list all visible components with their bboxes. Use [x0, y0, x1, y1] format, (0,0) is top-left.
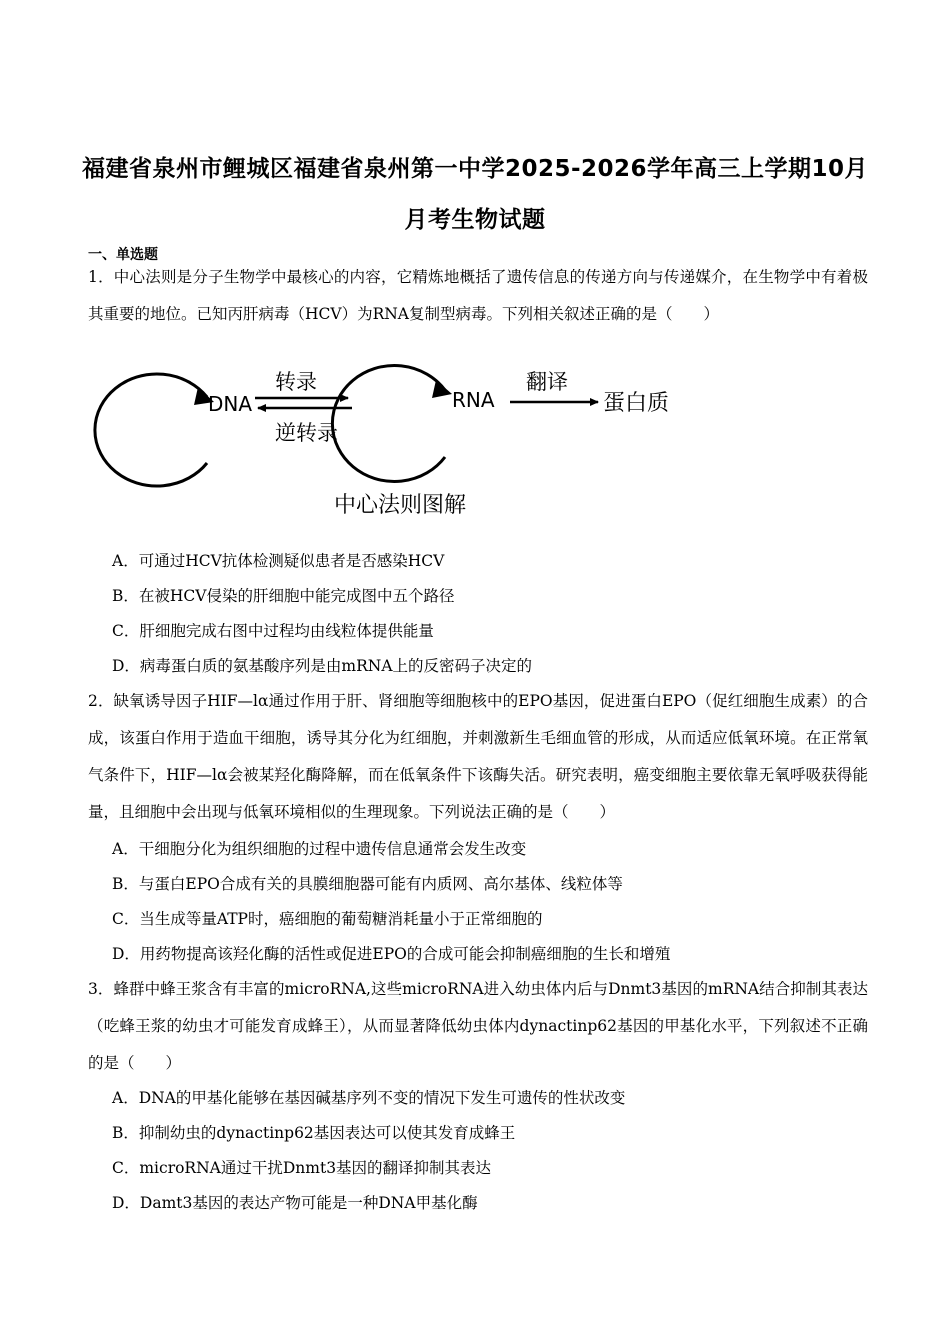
question-3-option-a: A．DNA的甲基化能够在基因碱基序列不变的情况下发生可遗传的性状改变 [112, 1089, 626, 1107]
question-1-option-b: B．在被HCV侵染的肝细胞中能完成图中五个路径 [112, 587, 455, 605]
exam-title-line-2: 月考生物试题 [404, 207, 546, 233]
question-2-option-a: A．干细胞分化为组织细胞的过程中遗传信息通常会发生改变 [112, 840, 527, 858]
question-1-option-a: A．可通过HCV抗体检测疑似患者是否感染HCV [112, 552, 445, 570]
transcription-label: 转录 [275, 370, 317, 394]
question-1-stem: 1．中心法则是分子生物学中最核心的内容，它精炼地概括了遗传信息的传递方向与传递媒介，在生物学中有着极其重要的地位。已知丙肝病毒（HCV）为RNA复制型病毒。下列相关叙述正确的是（ ） [88, 268, 868, 323]
question-3-option-b: B．抑制幼虫的dynactinp62基因表达可以使其发育成蜂王 [112, 1124, 516, 1142]
question-1-option-d: D．病毒蛋白质的氨基酸序列是由mRNA上的反密码子决定的 [112, 657, 533, 675]
question-2-stem: 2．缺氧诱导因子HIF—lα通过作用于肝、肾细胞等细胞核中的EPO基因，促进蛋白EPO（促红细胞生成素）的合成，该蛋白作用于造血干细胞，诱导其分化为红细胞，并刺激新生毛细血管的形成，从而适应低氧环境。在正常氧气条件下，HIF—lα会被某羟化酶降解，而在低氧条件下该酶失活。研究表明，癌变细胞主要依靠无氧呼吸获得能量，且细胞中会出现与低氧环境相似的生理现象。下列说法正确的是（ ） [88, 692, 868, 821]
question-2-option-b: B．与蛋白EPO合成有关的具膜细胞器可能有内质网、高尔基体、线粒体等 [112, 875, 623, 893]
question-1-option-c: C．肝细胞完成右图中过程均由线粒体提供能量 [112, 622, 434, 640]
question-3-stem: 3．蜂群中蜂王浆含有丰富的microRNA,这些microRNA进入幼虫体内后与Dnmt3基因的mRNA结合抑制其表达（吃蜂王浆的幼虫才可能发育成蜂王），从而显著降低幼虫体内dynactinp62基因的甲基化水平，下列叙述不正确的是（ ） [88, 980, 868, 1072]
question-2-option-c: C．当生成等量ATP时，癌细胞的葡萄糖消耗量小于正常细胞的 [112, 910, 543, 928]
reverse-transcription-label: 逆转录 [275, 421, 338, 445]
question-3-option-c: C．microRNA通过干扰Dnmt3基因的翻译抑制其表达 [112, 1159, 492, 1177]
protein-label: 蛋白质 [603, 391, 670, 416]
question-3-option-d: D．Damt3基因的表达产物可能是一种DNA甲基化酶 [112, 1194, 478, 1212]
section-heading: 一、单选题 [88, 247, 158, 263]
dna-replication-arrow [95, 374, 207, 486]
figure-caption: 中心法则图解 [334, 493, 467, 518]
rna-replication-arrow [332, 366, 445, 482]
question-2-option-d: D．用药物提高该羟化酶的活性或促进EPO的合成可能会抑制癌细胞的生长和增殖 [112, 945, 671, 963]
exam-title-line-1: 福建省泉州市鲤城区福建省泉州第一中学2025-2026学年高三上学期10月 [81, 156, 869, 182]
rna-label: RNA [452, 388, 495, 412]
rna-replication-arrowhead [432, 380, 452, 398]
central-dogma-diagram [90, 345, 710, 525]
dna-label: DNA [208, 392, 253, 416]
translation-label: 翻译 [526, 370, 568, 394]
